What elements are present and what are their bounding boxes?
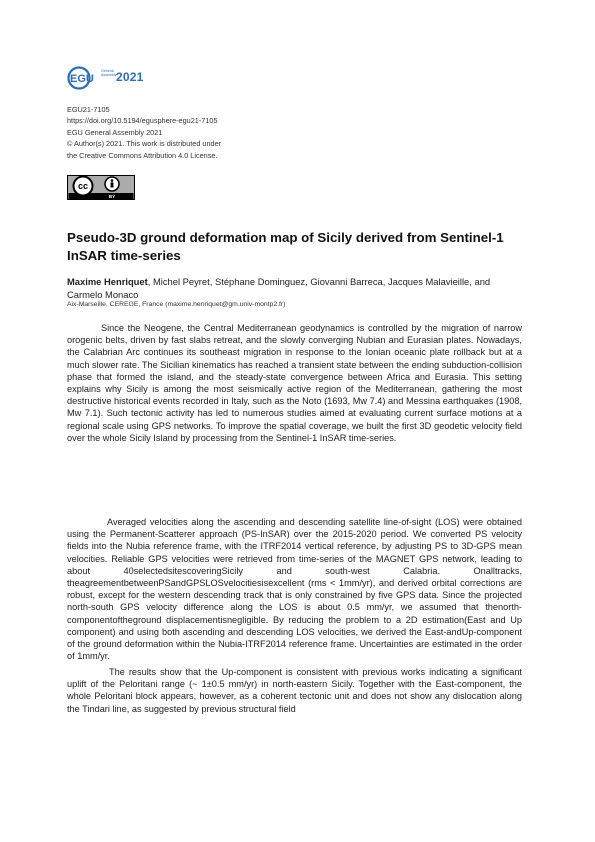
copyright-line-1: © Author(s) 2021. This work is distributed under <box>67 139 222 149</box>
cc-by-license-badge[interactable] <box>67 175 135 200</box>
egu-logo-mark <box>67 66 103 90</box>
egu-logo-subtitle: General Assembly <box>101 69 117 78</box>
paper-title: Pseudo-3D ground deformation map of Sicily derived from Sentinel-1 InSAR time-series <box>67 230 504 263</box>
body-paragraph-3: The results show that the Up-component is consistent with previous works indicating a significant uplift of the Peloritani range (~ 1±0.5 mm/yr) in north-eastern Sicily. Together with the East-component, the whole Peloritani block appears, however, as a coherent tectonic unit and does not show any dislocation along the Tindari line, as suggested by previous structural field <box>67 667 522 714</box>
by-text: BY <box>108 194 116 199</box>
egu-logo-text: EGU <box>70 73 94 85</box>
doi-link[interactable]: https://doi.org/10.5194/egusphere-egu21-7105 <box>67 116 218 126</box>
author-list <box>67 275 527 302</box>
body-paragraph-2: Averaged velocities along the ascending and descending satellite line-of-sight (LOS) were obtained using the Permanent-Scatterer approach (PS-InSAR) over the 2015-2020 period. We converted PS velocity fields into the Nubia reference frame, with the ITRF2014 vertical reference, by adjusting PS to 3D-GPS mean velocities. Reliable GPS velocities were retrieved from time-series of the MAGNET GPS network, leading to about 40selectedsitescoveringSicily and south-west Calabria. Onalltracks, theagreementbetweenPSandGPSLOSvelocitiesisexcellent (rms < 1mm/yr), and derived orbital corrections are robust, except for the western descending track that is only constrained by five GPS data. Since the projected north-south GPS velocity difference along the LOS is about 0.5 mm/yr, we assumed that thenorth-componentoftheground displacementisnegligible. By reducing the problem to a 2D estimation(East and Up component) and using both ascending and descending LOS velocities, we derived the East-andUp-component of the ground deformation within the Nubia-ITRF2014 reference frame. Uncertainties are estimated in the order of 1mm/yr. <box>67 517 522 662</box>
abstract-id: EGU21-7105 <box>67 105 110 114</box>
affiliation: Aix-Marseille, CEREGE, France (maxime.henriquet@gm.univ-montp2.fr) <box>67 301 286 308</box>
assembly-name: EGU General Assembly 2021 <box>67 127 163 137</box>
copyright-line-2: the Creative Commons Attribution 4.0 License. <box>67 150 218 160</box>
abstract-meta <box>67 104 221 161</box>
egu-logo <box>67 66 144 90</box>
cc-by-icon <box>67 175 135 200</box>
co-authors: , Michel Peyret, Stéphane Dominguez, Giovanni Barreca, Jacques Malavieille, and Carmelo Monaco <box>67 276 491 301</box>
cc-text: cc <box>77 181 89 192</box>
presenting-author: Maxime Henriquet <box>67 276 148 287</box>
egu-logo-year: 2021 <box>116 70 144 84</box>
body-paragraph-1: Since the Neogene, the Central Mediterranean geodynamics is controlled by the migration of narrow orogenic belts, driven by fast slabs retreat, and the slowly converging Nubian and Eurasian plates. Nowadays, the Calabrian Arc continues its southeast migration in response to the Ionian oceanic plate rollback but at a much slower rate. The Sicilian kinematics has reached a transient state between the ending subduction-collision phase that formed the island, and the steady-state convergence between Africa and Eurasia. This setting explains why Sicily is among the most seismically active region of the Mediterranean, gathering the most destructive historical events recorded in Italy, such as the Noto (1693, Mw 7.4) and Messina earthquakes (1908, Mw 7.1). Such tectonic activity has led to numerous studies aimed at evaluating current surface motions at a regional scale using GPS networks. To improve the spatial coverage, we built the first 3D geodetic velocity field over the whole Sicily Island by processing from the Sentinel-1 InSAR time-series. <box>67 323 522 443</box>
